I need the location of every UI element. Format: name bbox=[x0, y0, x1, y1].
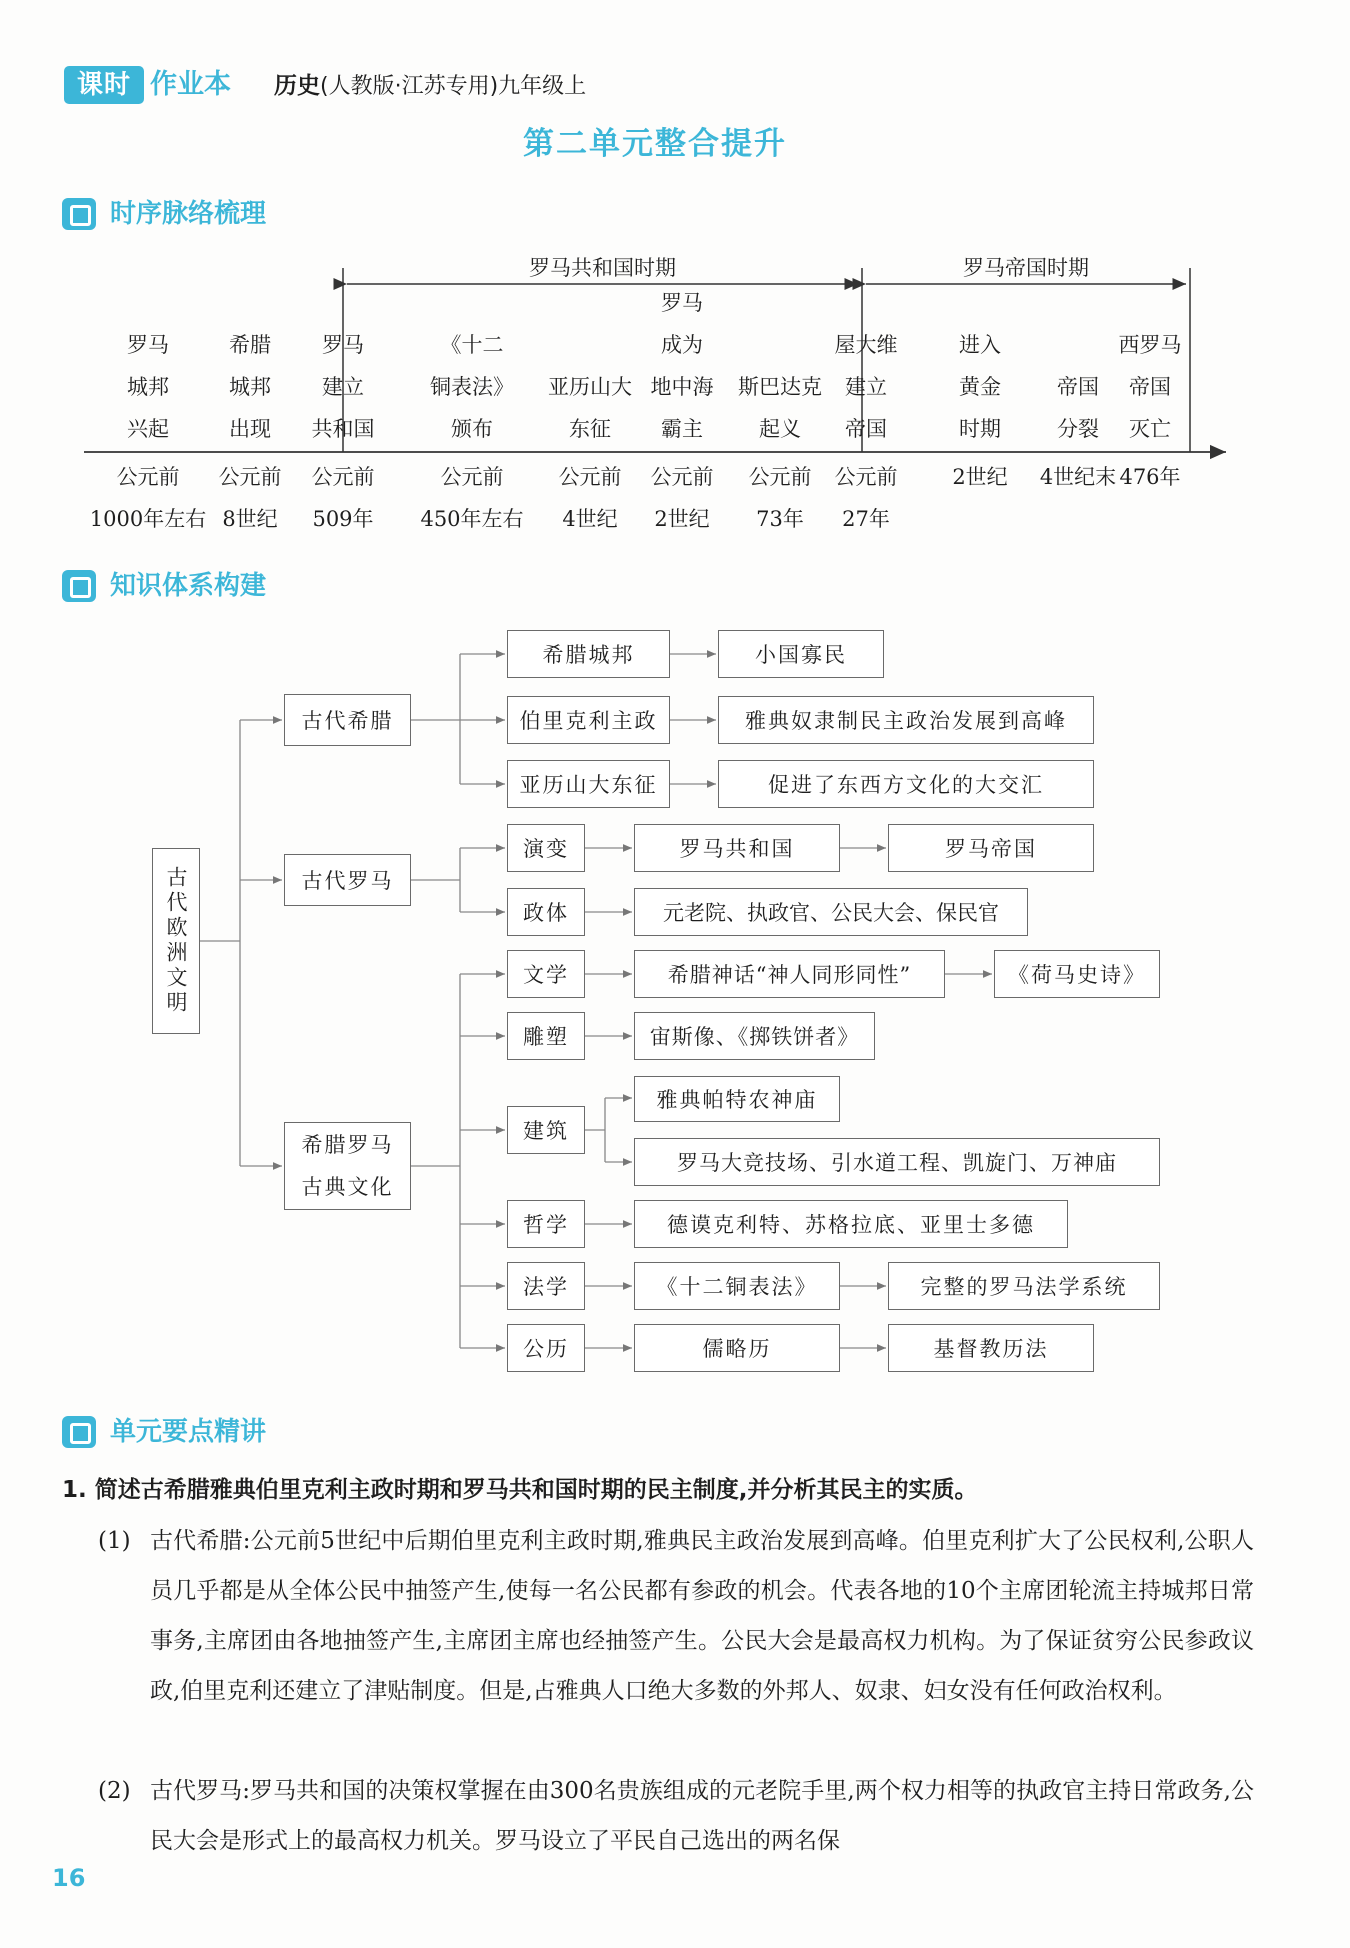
timeline-date-line: 公元前 bbox=[834, 465, 898, 489]
timeline-date-line: 2世纪 bbox=[952, 465, 1008, 489]
period-empire-label: 罗马帝国时期 bbox=[963, 256, 1089, 280]
brand-logo: 课时 bbox=[64, 66, 144, 104]
question: 1. 简述古希腊雅典伯里克利主政时期和罗马共和国时期的民主制度,并分析其民主的实质。 bbox=[62, 1477, 978, 1503]
node-philosophy: 哲学 bbox=[507, 1200, 585, 1248]
timeline-event-line: 进入 bbox=[959, 333, 1001, 357]
node-pericles: 伯里克利主政 bbox=[507, 696, 670, 744]
timeline-event-line: 屋大维 bbox=[834, 333, 898, 357]
timeline-date-line: 450年左右 bbox=[420, 507, 524, 531]
timeline-date-line: 2世纪 bbox=[654, 507, 710, 531]
timeline-event-line: 亚历山大 bbox=[548, 375, 632, 399]
timeline-date-line: 公元前 bbox=[650, 465, 714, 489]
answer-paragraph-2 bbox=[98, 1766, 1254, 1866]
timeline-date-line: 公元前 bbox=[218, 465, 282, 489]
answer-paragraph-1 bbox=[98, 1516, 1254, 1716]
section-title: 时序脉络梳理 bbox=[110, 199, 267, 229]
page-number: 16 bbox=[52, 1864, 86, 1892]
node-roman-buildings: 罗马大竞技场、引水道工程、凯旋门、万神庙 bbox=[634, 1138, 1160, 1186]
node-evolution: 演变 bbox=[507, 824, 585, 872]
answer-index: (2) bbox=[98, 1778, 131, 1804]
timeline-event-line: 兴起 bbox=[127, 417, 169, 441]
node-zeus-statue: 宙斯像、《掷铁饼者》 bbox=[634, 1012, 875, 1060]
timeline-event-line: 共和国 bbox=[311, 417, 375, 441]
node-julian-calendar: 儒略历 bbox=[634, 1324, 840, 1372]
timeline-event-line: 灭亡 bbox=[1129, 417, 1171, 441]
node-literature: 文学 bbox=[507, 950, 585, 998]
unit-title: 第二单元整合提升 bbox=[523, 126, 787, 162]
node-homer: 《荷马史诗》 bbox=[994, 950, 1160, 998]
timeline-date-line: 公元前 bbox=[558, 465, 622, 489]
node-alexander: 亚历山大东征 bbox=[507, 760, 670, 808]
timeline-event-line: 希腊 bbox=[229, 333, 271, 357]
node-ancient-rome: 古代罗马 bbox=[284, 854, 411, 906]
node-classical-culture bbox=[284, 1122, 411, 1210]
section-title: 单元要点精讲 bbox=[110, 1417, 267, 1447]
brand-name: 作业本 bbox=[150, 69, 231, 100]
answer-text: 古代罗马:罗马共和国的决策权掌握在由300名贵族组成的元老院手里,两个权力相等的执政官主持日常政务,公民大会是形式上的最高权力机关。罗马设立了平民自己选出的两名保 bbox=[150, 1778, 1254, 1854]
timeline-event-line: 城邦 bbox=[127, 375, 169, 399]
timeline-event-line: 帝国 bbox=[1057, 375, 1099, 399]
timeline-event-line: 罗马 bbox=[661, 291, 703, 315]
timeline-event-line: 分裂 bbox=[1057, 417, 1099, 441]
timeline-event-line: 霸主 bbox=[661, 417, 703, 441]
node-architecture: 建筑 bbox=[507, 1106, 585, 1154]
node-philosophers: 德谟克利特、苏格拉底、亚里士多德 bbox=[634, 1200, 1068, 1248]
timeline-date-line: 476年 bbox=[1119, 465, 1181, 489]
timeline-event-line: 帝国 bbox=[1129, 375, 1171, 399]
node-calendar: 公历 bbox=[507, 1324, 585, 1372]
node-greek-myth: 希腊神话“神人同形同性” bbox=[634, 950, 945, 998]
culture-label-line1: 希腊罗马 bbox=[301, 1133, 394, 1157]
node-law: 法学 bbox=[507, 1262, 585, 1310]
subject: 历史 bbox=[274, 73, 320, 99]
timeline-event-line: 城邦 bbox=[229, 375, 271, 399]
timeline-event-line: 时期 bbox=[959, 417, 1001, 441]
node-small-states: 小国寡民 bbox=[718, 630, 884, 678]
points-section-icon bbox=[62, 1416, 96, 1448]
timeline-event-line: 成为 bbox=[661, 333, 703, 357]
timeline-event-line: 帝国 bbox=[845, 417, 887, 441]
period-republic-label: 罗马共和国时期 bbox=[529, 256, 676, 280]
node-athens-democracy: 雅典奴隶制民主政治发展到高峰 bbox=[718, 696, 1094, 744]
section-title: 知识体系构建 bbox=[110, 571, 267, 601]
timeline-date-line: 公元前 bbox=[311, 465, 375, 489]
timeline-date-line: 8世纪 bbox=[222, 507, 278, 531]
node-twelve-tables: 《十二铜表法》 bbox=[634, 1262, 840, 1310]
timeline-event-line: 建立 bbox=[845, 375, 887, 399]
timeline-date-line: 公元前 bbox=[748, 465, 812, 489]
timeline-event-line: 出现 bbox=[229, 417, 271, 441]
node-ancient-greece: 古代希腊 bbox=[284, 694, 411, 746]
timeline-event-line: 黄金 bbox=[959, 375, 1001, 399]
node-roman-republic: 罗马共和国 bbox=[634, 824, 840, 872]
culture-label-line2: 古典文化 bbox=[301, 1175, 394, 1199]
node-christian-calendar: 基督教历法 bbox=[888, 1324, 1094, 1372]
timeline-date-line: 公元前 bbox=[440, 465, 504, 489]
answer-text: 古代希腊:公元前5世纪中后期伯里克利主政时期,雅典民主政治发展到高峰。伯里克利扩大了公民权利,公职人员几乎都是从全体公民中抽签产生,使每一名公民都有参政的机会。代表各地的10个主席团轮流主持城邦日常事务,主席团由各地抽签产生,主席团主席也经抽签产生。公民大会是最高权力机构。为了保证贫穷公民参政议政,伯里克利还建立了津贴制度。但是,占雅典人口绝大多数的外邦人、奴隶、妇女没有任何政治权利。 bbox=[150, 1528, 1254, 1704]
node-parthenon: 雅典帕特农神庙 bbox=[634, 1076, 840, 1122]
timeline-event-line: 《十二 bbox=[440, 333, 504, 357]
node-roman-law: 完整的罗马法学系统 bbox=[888, 1262, 1160, 1310]
node-sculpture: 雕塑 bbox=[507, 1012, 585, 1060]
answer-index: (1) bbox=[98, 1528, 131, 1554]
timeline-event-line: 斯巴达克 bbox=[738, 375, 822, 399]
timeline-date-line: 4世纪末 bbox=[1039, 465, 1117, 489]
node-greek-city-states: 希腊城邦 bbox=[507, 630, 670, 678]
timeline-event-line: 颁布 bbox=[451, 417, 493, 441]
timeline-event-line: 罗马 bbox=[127, 333, 169, 357]
timeline-date-line: 1000年左右 bbox=[89, 507, 207, 531]
node-roman-empire: 罗马帝国 bbox=[888, 824, 1094, 872]
timeline-date-line: 4世纪 bbox=[562, 507, 618, 531]
node-polity: 政体 bbox=[507, 888, 585, 936]
timeline-event-line: 建立 bbox=[322, 375, 364, 399]
node-east-west-exchange: 促进了东西方文化的大交汇 bbox=[718, 760, 1094, 808]
node-polity-detail: 元老院、执政官、公民大会、保民官 bbox=[634, 888, 1028, 936]
timeline-event-line: 东征 bbox=[569, 417, 611, 441]
timeline-date-line: 73年 bbox=[756, 507, 804, 531]
edition: (人教版·江苏专用)九年级上 bbox=[320, 74, 587, 99]
timeline-date-line: 公元前 bbox=[116, 465, 180, 489]
mindmap-root: 古代欧洲文明 bbox=[152, 848, 200, 1034]
timeline-event-line: 地中海 bbox=[650, 375, 714, 399]
timeline-date-line: 509年 bbox=[312, 507, 374, 531]
timeline-date-line: 27年 bbox=[842, 507, 890, 531]
timeline-event-line: 起义 bbox=[759, 417, 801, 441]
timeline-event-line: 罗马 bbox=[322, 333, 364, 357]
timeline-event-line: 铜表法》 bbox=[430, 375, 514, 399]
timeline-event-line: 西罗马 bbox=[1118, 333, 1182, 357]
